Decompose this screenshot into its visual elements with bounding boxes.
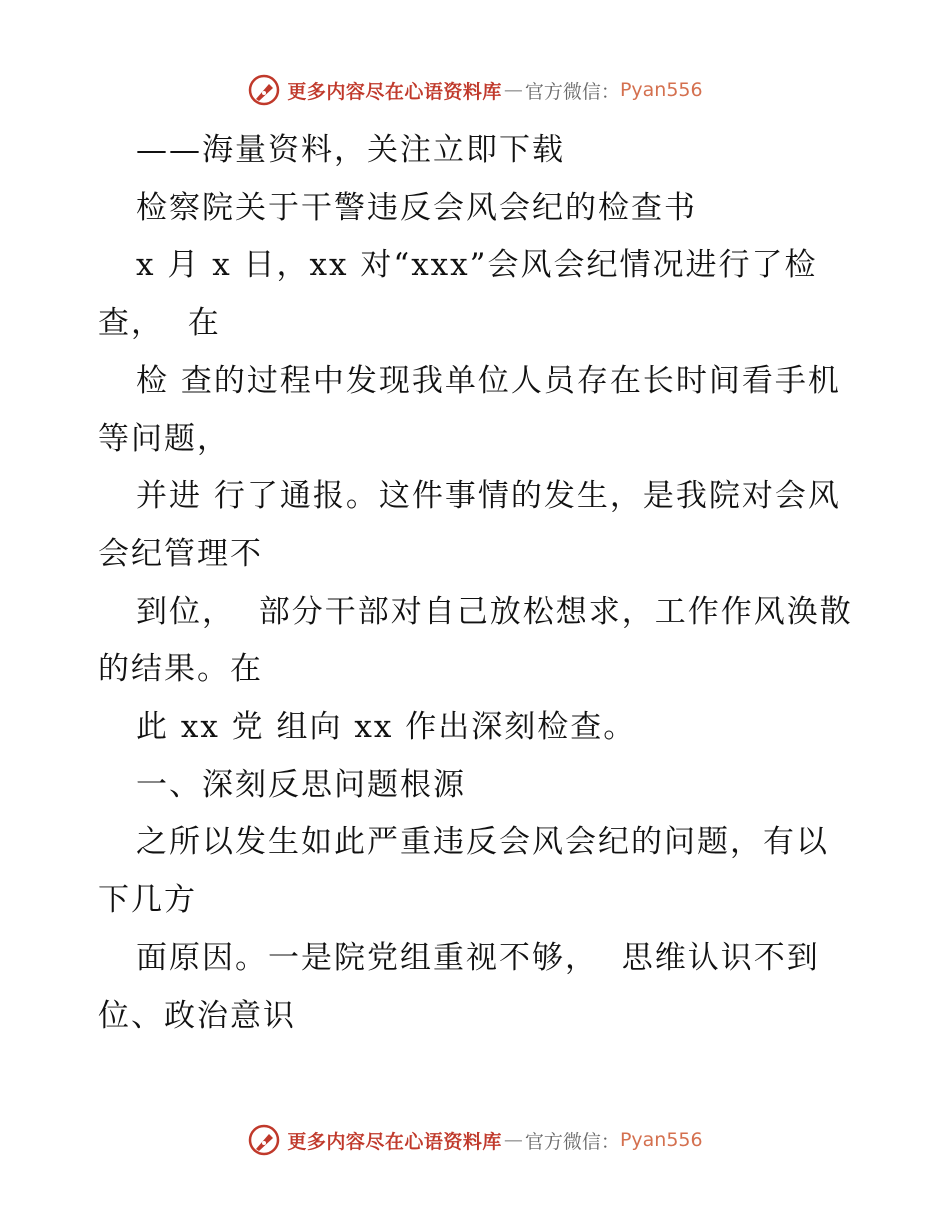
footer-banner — [0, 1120, 950, 1160]
paragraph: 之所以发生如此严重违反会风会纪的问题，有以下几方 — [98, 824, 829, 919]
banner-separator: — — [503, 79, 523, 101]
banner-wechat-label: 官方微信： — [524, 80, 620, 103]
banner-main-text: 更多内容尽在心语资料库 — [287, 1130, 502, 1153]
banner-wechat-id: Pyan556 — [619, 1129, 703, 1151]
banner-wechat-id: Pyan556 — [619, 79, 703, 101]
paragraph: 此 xx 党 组向 xx 作出深刻检查。 — [136, 709, 637, 746]
pen-nib-logo-icon — [247, 73, 281, 107]
header-banner — [0, 70, 950, 110]
paragraph: 到位， 部分干部对自己放松想求，工作作风涣散的结果。在 — [98, 593, 853, 688]
paragraph: 面原因。一是院党组重视不够， 思维认识不到位、政治意识 — [98, 939, 820, 1034]
banner-wechat-label: 官方微信： — [524, 1130, 620, 1153]
paragraph-download-note: ——海量资料，关注立即下载 — [136, 132, 565, 168]
pen-nib-logo-icon — [247, 1123, 281, 1157]
section-heading: 一、深刻反思问题根源 — [136, 766, 466, 803]
banner-separator: — — [503, 1129, 523, 1151]
paragraph: x 月 x 日，xx 对“xxx”会风会纪情况进行了检查， 在 — [98, 247, 818, 342]
paragraph: 检 查的过程中发现我单位人员存在长时间看手机等问题， — [98, 362, 841, 457]
document-body — [98, 122, 858, 1045]
paragraph: 并进 行了通报。这件事情的发生，是我院对会风会纪管理不 — [98, 478, 841, 572]
banner-main-text: 更多内容尽在心语资料库 — [287, 80, 502, 103]
document-title: 检察院关于干警违反会风会纪的检查书 — [136, 189, 697, 226]
